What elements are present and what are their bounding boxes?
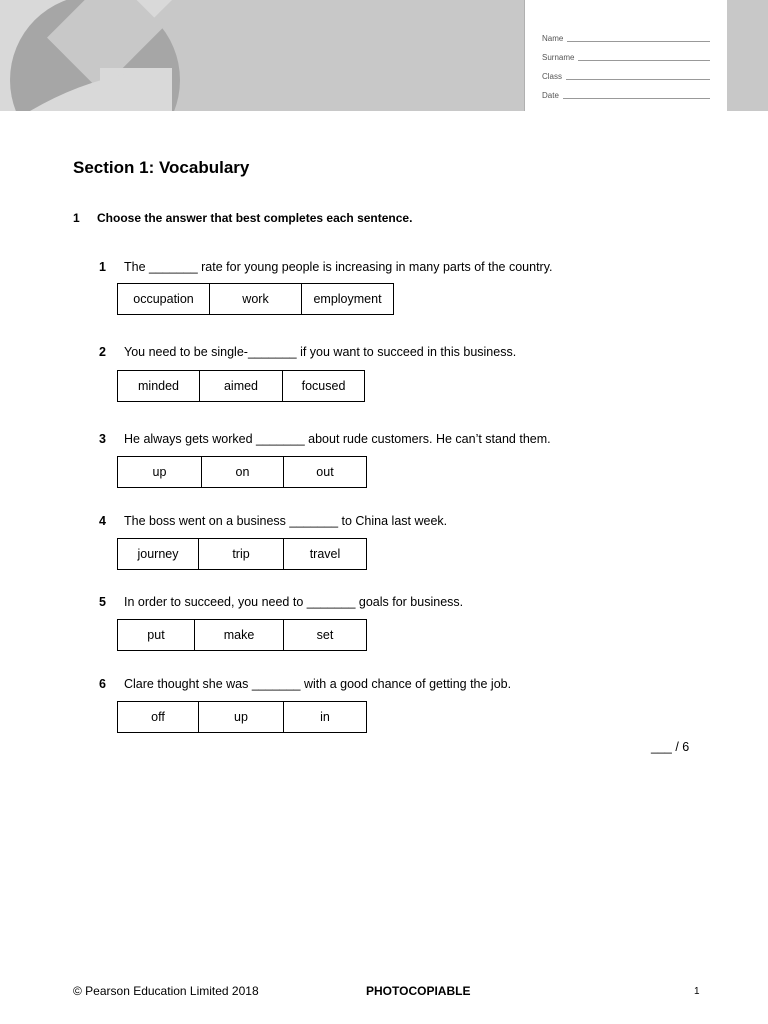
option-travel[interactable]: travel [309,547,341,561]
surname-line [578,60,710,61]
question-text: The boss went on a business _______ to China last week. [124,514,448,528]
exercise-instruction [73,211,412,225]
option-employment[interactable]: employment [313,292,382,306]
question-number: 1 [99,260,106,274]
name-line [567,41,710,42]
date-field[interactable] [542,83,710,102]
question-text: In order to succeed, you need to _______ goals for business. [124,595,464,609]
options-5 [117,619,367,651]
question-text: You need to be single-_______ if you want to succeed in this business. [124,345,517,359]
date-label: Date [542,91,559,100]
photocopiable-label: PHOTOCOPIABLE [366,984,471,998]
question-text: He always gets worked _______ about rude customers. He can’t stand them. [124,432,551,446]
option-set[interactable]: set [316,628,334,642]
score-field: ___ / 6 [651,740,690,754]
question-number: 3 [99,432,106,446]
surname-label: Surname [542,53,575,62]
options-4 [117,538,367,570]
name-label: Name [542,34,564,43]
question-text: Clare thought she was _______ with a good chance of getting the job. [124,677,512,691]
section-title: Section 1: Vocabulary [73,158,250,177]
name-field[interactable] [542,26,710,45]
option-aimed[interactable]: aimed [200,371,283,401]
class-line [566,79,710,80]
option-work[interactable]: work [210,284,302,314]
publisher-logo-icon [0,0,524,111]
option-off[interactable]: off [118,702,199,732]
surname-field[interactable] [542,45,710,64]
header-divider [524,0,525,111]
date-line [563,98,710,99]
option-trip[interactable]: trip [199,539,284,569]
option-out[interactable]: out [316,465,334,479]
option-journey[interactable]: journey [118,539,199,569]
question-3 [99,432,551,446]
question-6 [99,677,511,691]
question-4 [99,514,447,528]
option-occupation[interactable]: occupation [118,284,210,314]
options-1 [117,283,394,315]
class-field[interactable] [542,64,710,83]
header-band [0,0,524,111]
option-minded[interactable]: minded [118,371,200,401]
option-up[interactable]: up [199,702,284,732]
question-number: 4 [99,514,106,528]
student-details [542,26,710,102]
copyright-notice: © Pearson Education Limited 2018 [73,984,259,998]
option-on[interactable]: on [202,457,284,487]
options-3 [117,456,367,488]
question-number: 2 [99,345,106,359]
exercise-number: 1 [73,211,80,225]
question-1 [99,260,553,274]
option-in[interactable]: in [320,710,330,724]
page-number: 1 [694,986,700,997]
option-make[interactable]: make [195,620,284,650]
question-5 [99,595,463,609]
options-6 [117,701,367,733]
question-text: The _______ rate for young people is increasing in many parts of the country. [124,260,553,274]
question-2 [99,345,516,359]
question-number: 6 [99,677,106,691]
question-number: 5 [99,595,106,609]
instruction-text: Choose the answer that best completes each sentence. [97,211,413,225]
option-put[interactable]: put [118,620,195,650]
class-label: Class [542,72,563,81]
options-2 [117,370,365,402]
option-focused[interactable]: focused [301,379,346,393]
header-right-band [727,0,768,111]
option-up[interactable]: up [118,457,202,487]
